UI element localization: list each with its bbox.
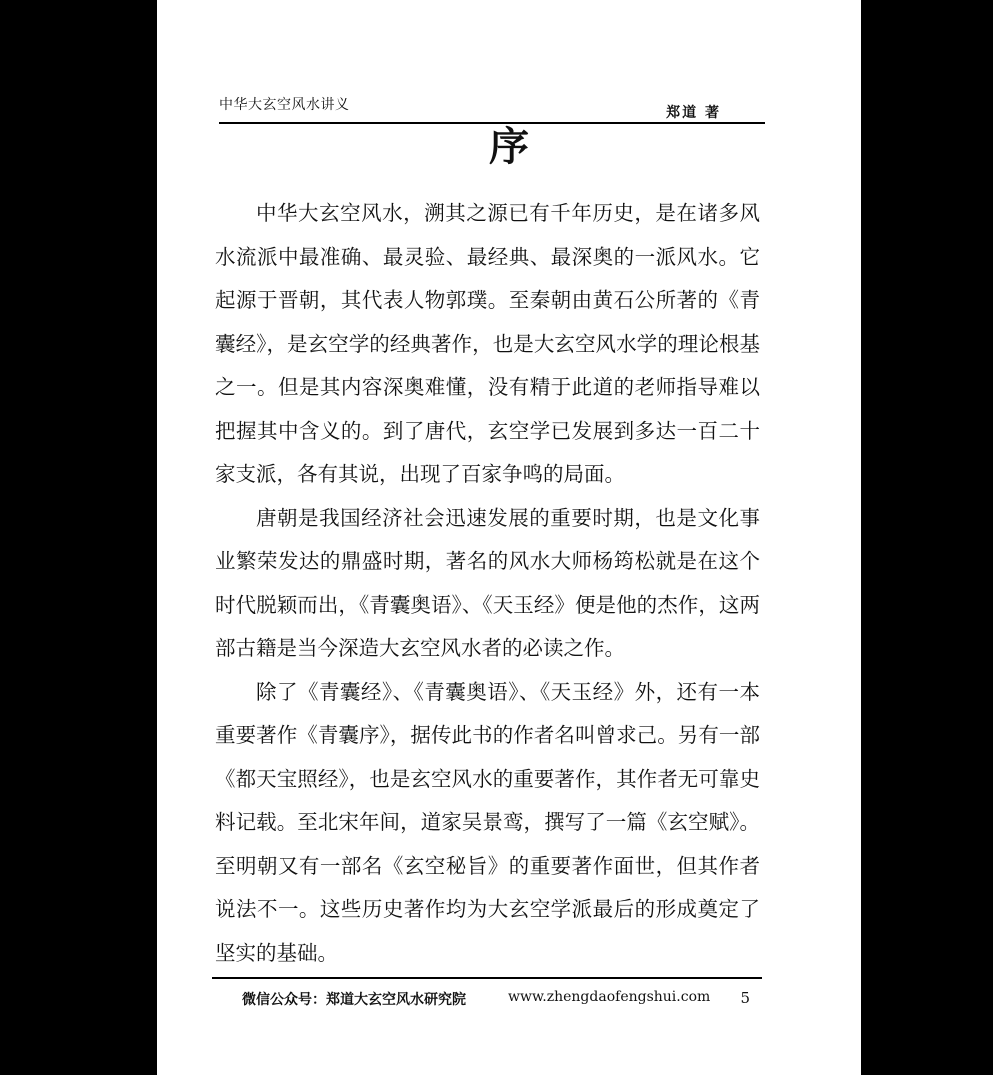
paragraph: 唐朝是我国经济社会迅速发展的重要时期，也是文化事业繁荣发达的鼎盛时期，著名的风水大师杨筠松就是在这个时代脱颖而出，《青囊奥语》、《天玉经》便是他的杰作，这两部古籍是当今深造大玄空风水者的必读之作。 <box>215 505 760 660</box>
book-title: 中华大玄空风水讲义 <box>219 97 350 113</box>
paragraph: 中华大玄空风水，溯其之源已有千年历史，是在诸多风水流派中最准确、最灵验、最经典、最深奥的一派风水。它起源于晋朝，其代表人物郭璞。至秦朝由黄石公所著的《青囊经》，是玄空学的经典著作，也是大玄空风水学的理论根基之一。但是其内容深奥难懂，没有精于此道的老师指导难以把握其中含义的。到了唐代，玄空学已发展到多达一百二十家支派，各有其说，出现了百家争鸣的局面。 <box>215 201 760 486</box>
document-page <box>157 0 861 1075</box>
chapter-title: 序 <box>489 123 529 170</box>
body-text <box>215 192 760 975</box>
wechat-account: 微信公众号：郑道大玄空风水研究院 <box>242 992 466 1008</box>
paragraph: 除了《青囊经》、《青囊奥语》、《天玉经》外，还有一本重要著作《青囊序》，据传此书的作者名叫曾求己。另有一部《都天宝照经》，也是玄空风水的重要著作，其作者无可靠史料记载。至北宋年间，道家吴景鸾，撰写了一篇《玄空赋》。至明朝又有一部名《玄空秘旨》的重要著作面世，但其作者说法不一。这些历史著作均为大玄空学派最后的形成奠定了坚实的基础。 <box>215 679 760 965</box>
page-number: 5 <box>740 989 750 1007</box>
website-url: www.zhengdaofengshui.com <box>508 989 711 1005</box>
author-credit: 郑道 著 <box>666 105 721 121</box>
running-footer <box>212 977 762 1008</box>
